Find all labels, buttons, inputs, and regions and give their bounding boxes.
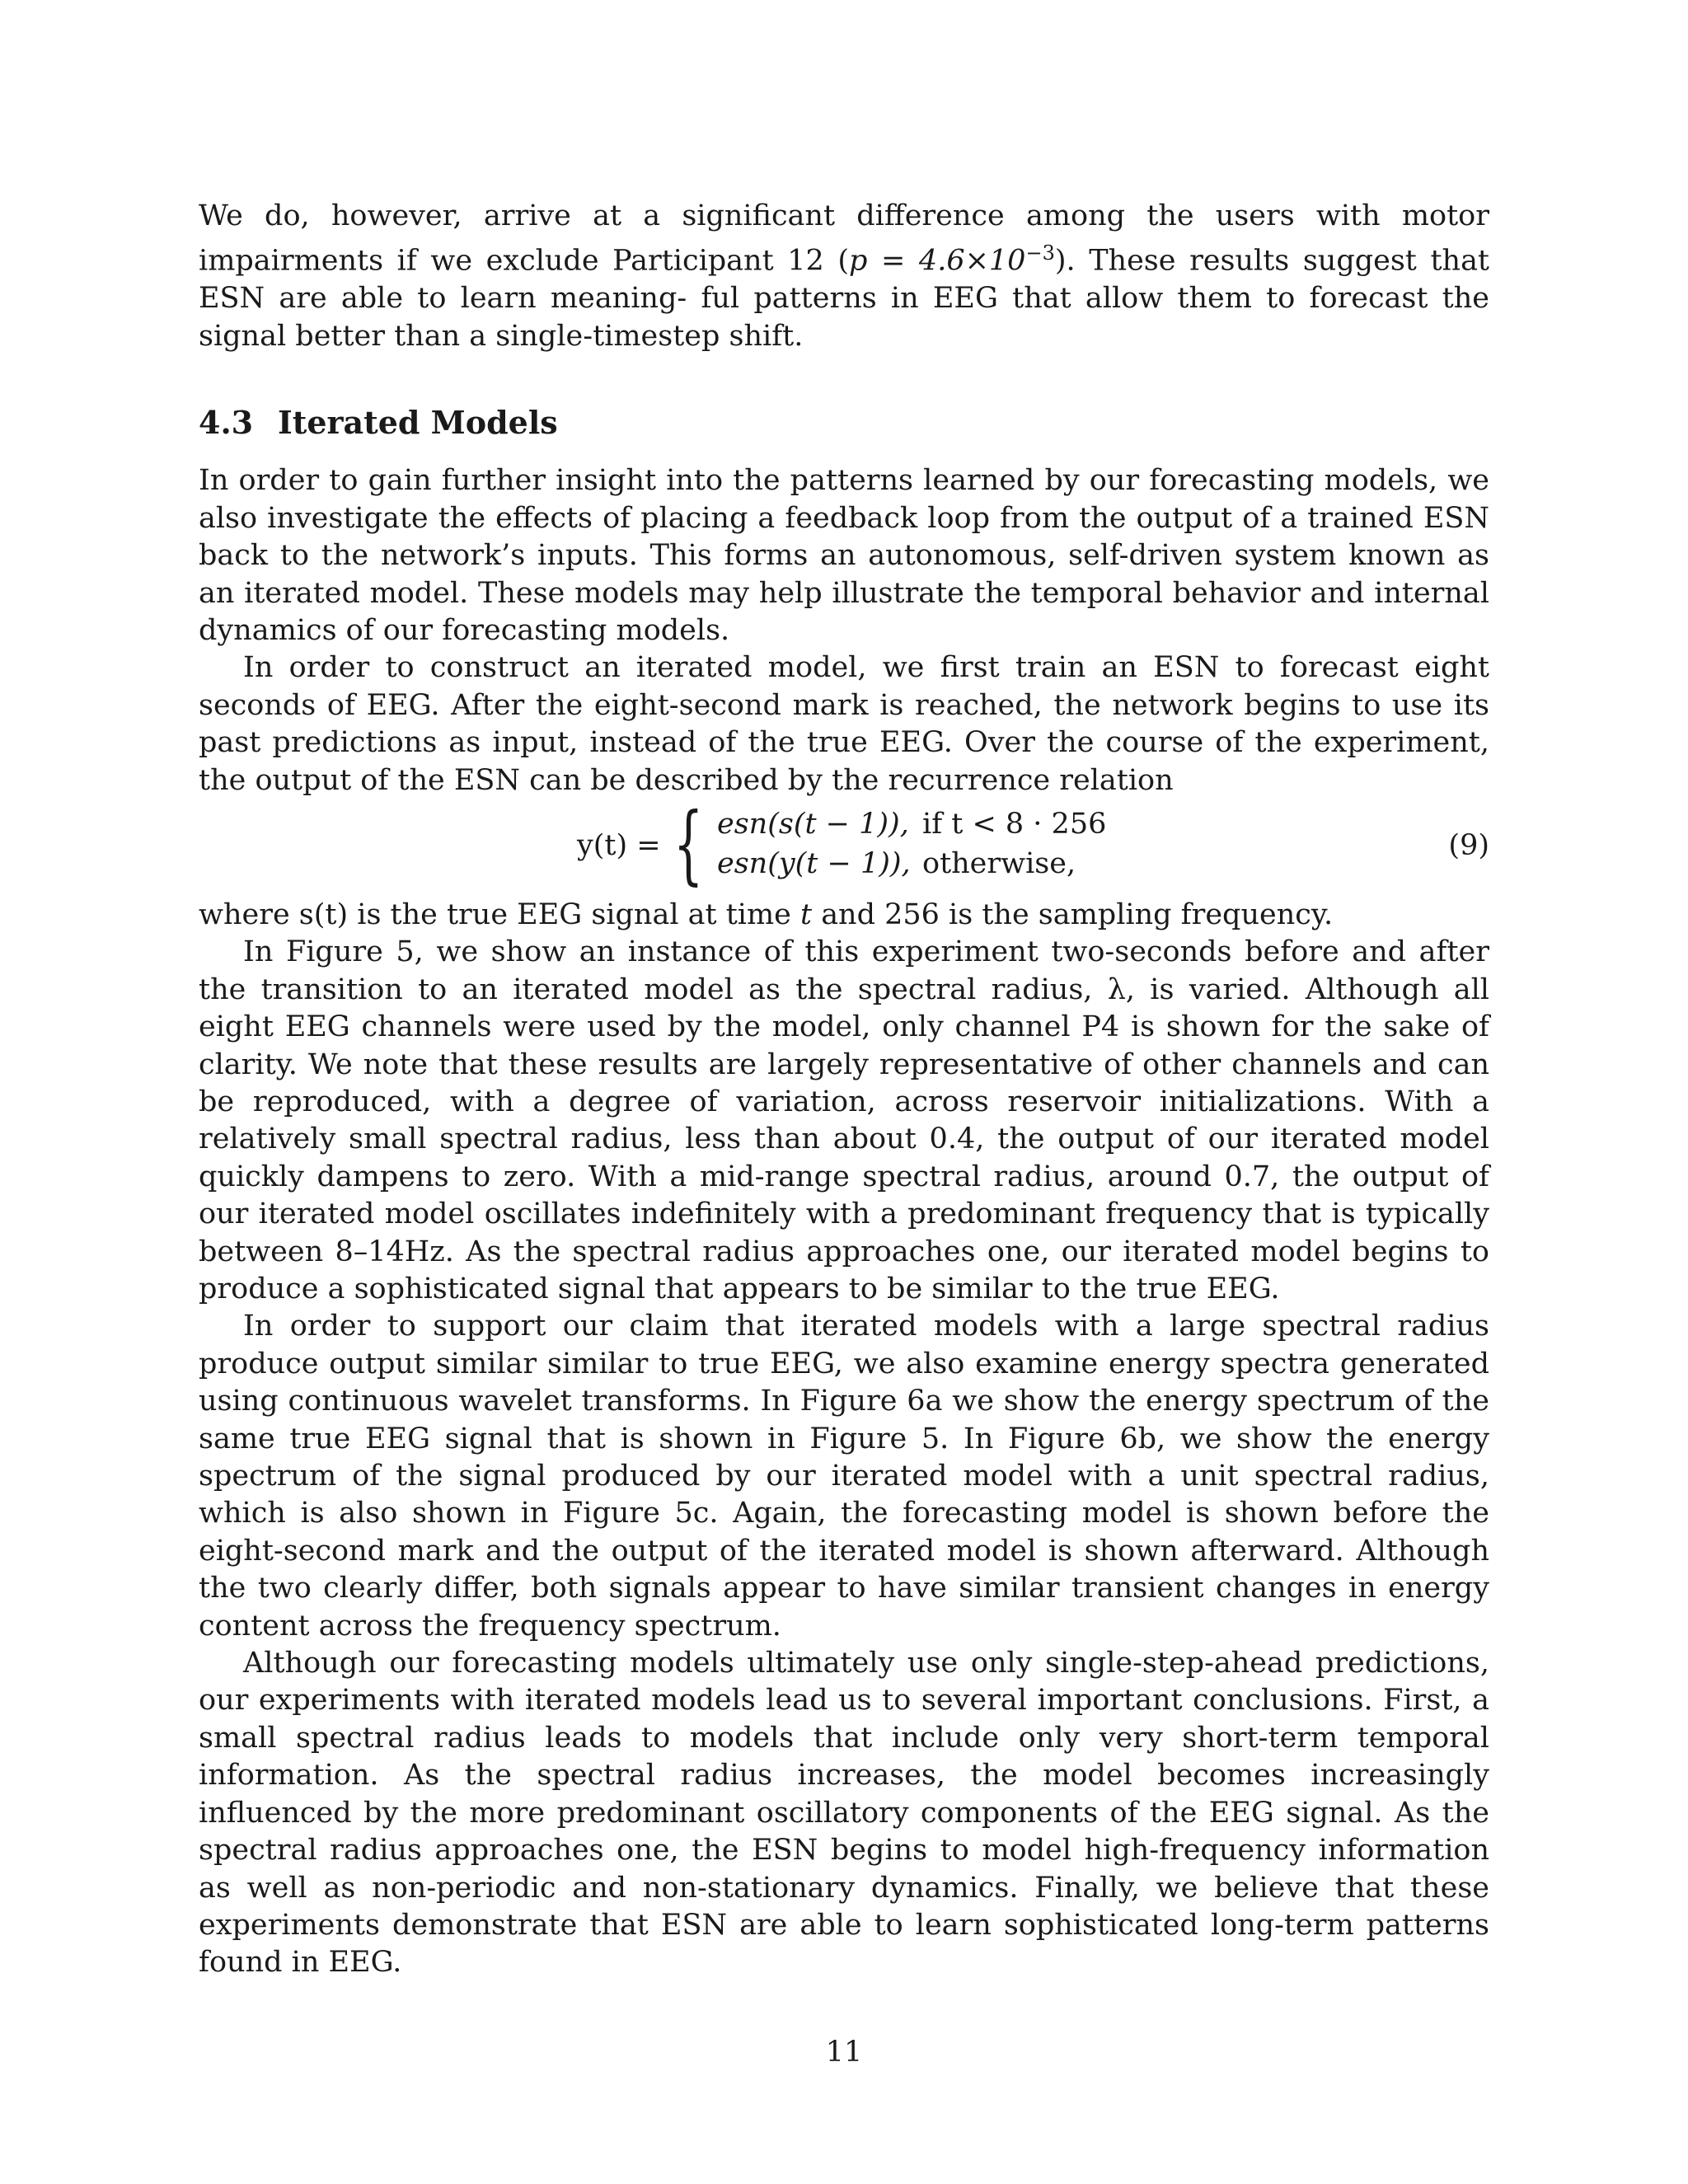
- equation-condition-2: otherwise,: [922, 846, 1076, 880]
- section-number: 4.3: [199, 404, 254, 442]
- section-heading: [199, 403, 1489, 443]
- paragraph-figure-6: In order to support our claim that iterated models with a large spectral radius produce output similar similar to true EEG, we also examine energy spectra generated using continuous wavelet transforms. In Figure 6a we show the energy spectrum of the same true EEG signal that is shown in Figure 5. In Figure 6b, we show the energy spectrum of the signal produced by our iterated model with a unit spectral radius, which is also shown in Figure 5c. Again, the forecasting model is shown before the eight-second mark and the output of the iterated model is shown afterward. Although the two clearly differ, both signals appear to have similar transient changes in energy content across the frequency spectrum.: [199, 1310, 1489, 1643]
- equation-case-2: esn(y(t − 1)),: [717, 846, 911, 880]
- equation-number: (9): [1448, 828, 1489, 862]
- paragraph-figure-5: In Figure 5, we show an instance of this experiment two-seconds before and after the transition to an iterated model as the spectral radius, λ, is varied. Although all eight EEG channels were used by the model, only channel P4 is shown for the sake of clarity. We note that these results are largely representative of other channels and can be reproduced, with a degree of variation, across reservoir initializations. With a relatively small spectral radius, less than about 0.4, the output of our iterated model quickly dampens to zero. With a mid-range spectral radius, around 0.7, the output of our iterated model oscillates indefinitely with a predominant frequency that is typically between 8–14Hz. As the spectral radius approaches one, our iterated model begins to produce a sophisticated signal that appears to be similar to the true EEG.: [199, 935, 1489, 1305]
- section-title: Iterated Models: [278, 404, 558, 442]
- after-eq-post: and 256 is the sampling frequency.: [812, 898, 1334, 931]
- after-eq-pre: where: [199, 898, 299, 931]
- paragraph-conclusions: Although our forecasting models ultimately use only single-step-ahead predictions, our experiments with iterated models lead us to several important conclusions. First, a small spectral radius leads to models that include only very short-term temporal information. As the spectral radius increases, the model becomes increasingly influenced by the more predominant oscillatory components of the EEG signal. As the spectral radius approaches one, the ESN begins to model high-frequency information as well as non-periodic and non-stationary dynamics. Finally, we believe that these experiments demonstrate that ESN are able to learn sophisticated long-term patterns found in EEG.: [199, 1647, 1489, 1980]
- paragraph-after-equation: [199, 897, 1489, 934]
- time-symbol: t: [799, 898, 813, 931]
- intro-line-2-pre: exclude Participant 12 (: [485, 245, 850, 279]
- intro-paragraph: [199, 198, 1489, 355]
- intro-line-2-post: ). These results suggest that ESN are able to learn meaning-: [199, 245, 1489, 316]
- equation-case-1: esn(s(t − 1)),: [717, 807, 909, 841]
- after-eq-mid: is the true EEG signal at time: [348, 898, 800, 931]
- paragraph-construct: In order to construct an iterated model, we first train an ESN to forecast eight seconds of EEG. After the eight-second mark is reached, the network begins to use its past predictions as input, instead of the true EEG. Over the course of the experiment, the output of the ESN can be described by the recurrence relation: [199, 651, 1489, 797]
- equation-condition-1: if t < 8 · 256: [922, 807, 1107, 841]
- page-number: 11: [825, 2036, 863, 2069]
- page-body: [199, 198, 1489, 1982]
- p-value: p = 4.6×10: [849, 245, 1026, 279]
- intro-line-1: We do, however, arrive at a significant difference among the users with motor impairments if we: [199, 199, 1489, 279]
- equation-9: [199, 793, 1489, 894]
- equation-lhs: y(t) =: [577, 828, 661, 862]
- equation-brace: {: [673, 793, 704, 894]
- true-signal-symbol: s(t): [298, 898, 349, 931]
- intro-line-3: ful patterns in EEG that allow them to forecast the signal better than a single-timestep shift.: [199, 282, 1489, 353]
- paragraph-iterated-intro: In order to gain further insight into the patterns learned by our forecasting models, we also investigate the effects of placing a feedback loop from the output of a trained ESN back to the network’s inputs. This forms an autonomous, self-driven system known as an iterated model. These models may help illustrate the temporal behavior and internal dynamics of our forecasting models.: [199, 464, 1489, 647]
- p-value-exponent: −3: [1025, 241, 1055, 265]
